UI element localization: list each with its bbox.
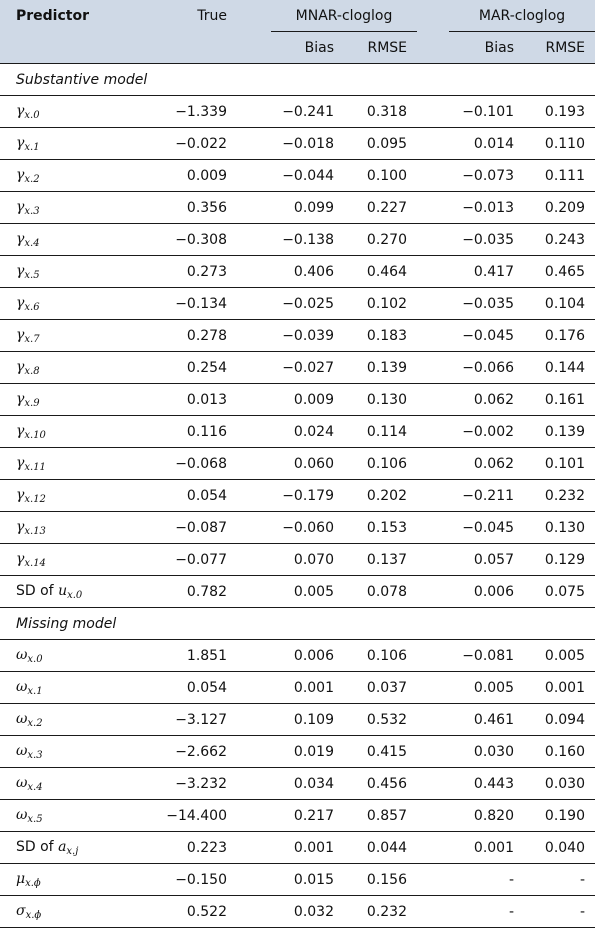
mar-bias-header: Bias [484, 39, 515, 56]
mnar-bias-value: −0.138 [271, 224, 344, 256]
mnar-bias-value: 0.406 [271, 256, 344, 288]
mnar-rmse-value: 0.037 [344, 672, 417, 704]
true-value: 0.054 [130, 480, 233, 512]
mar-rmse-value: 0.243 [524, 224, 595, 256]
mnar-bias-value: −0.044 [271, 160, 344, 192]
mnar-rmse-value: 0.106 [344, 640, 417, 672]
spacer [233, 704, 271, 736]
mar-bias-value: 0.006 [449, 576, 524, 608]
mar-rmse-value: 0.176 [524, 320, 595, 352]
true-value: 0.782 [130, 576, 233, 608]
spacer [233, 320, 271, 352]
predictor-symbol: ω [16, 774, 28, 791]
mar-rmse-value: 0.139 [524, 416, 595, 448]
predictor-header: Predictor [16, 7, 89, 24]
predictor-cell [0, 576, 130, 608]
spacer [233, 96, 271, 128]
mnar-rmse-value: 0.114 [344, 416, 417, 448]
mar-rmse-value: 0.030 [524, 768, 595, 800]
mar-bias-value: −0.045 [449, 320, 524, 352]
mnar-bias-value: −0.060 [271, 512, 344, 544]
section-title: Substantive model [0, 64, 595, 96]
true-value: 0.356 [130, 192, 233, 224]
predictor-symbol: γ [16, 134, 25, 151]
true-value: 0.223 [130, 832, 233, 864]
mar-bias-value: - [449, 864, 524, 896]
spacer [417, 480, 449, 512]
predictor-subscript: x.ϕ [25, 877, 41, 889]
true-value: 0.522 [130, 896, 233, 928]
true-value: 0.278 [130, 320, 233, 352]
predictor-symbol: γ [16, 550, 25, 567]
predictor-subscript: x.0 [24, 109, 40, 121]
spacer [233, 288, 271, 320]
header-row-2 [0, 32, 595, 64]
spacer [233, 416, 271, 448]
predictor-symbol: γ [16, 262, 25, 279]
mnar-bias-value: 0.019 [271, 736, 344, 768]
header-spacer [233, 0, 271, 32]
spacer [417, 832, 449, 864]
mnar-rmse-value: 0.857 [344, 800, 417, 832]
table-row [0, 512, 595, 544]
table-row [0, 736, 595, 768]
mnar-rmse-value: 0.130 [344, 384, 417, 416]
spacer [417, 448, 449, 480]
header-blank [417, 32, 449, 64]
predictor-subscript: x.12 [24, 493, 46, 505]
predictor-symbol: γ [16, 422, 25, 439]
mar-bias-value: 0.001 [449, 832, 524, 864]
mnar-rmse-value: 0.232 [344, 896, 417, 928]
spacer [417, 640, 449, 672]
mnar-bias-value: 0.070 [271, 544, 344, 576]
mar-rmse-value: 0.005 [524, 640, 595, 672]
mar-rmse-value: 0.190 [524, 800, 595, 832]
predictor-symbol: γ [16, 294, 25, 311]
spacer [233, 128, 271, 160]
mar-rmse-value: 0.232 [524, 480, 595, 512]
section-title: Missing model [0, 608, 595, 640]
mnar-cloglog-header: MNAR-cloglog [271, 0, 417, 32]
predictor-subscript: x.14 [24, 557, 46, 569]
spacer [233, 800, 271, 832]
true-value: −14.400 [130, 800, 233, 832]
mar-bias-value: 0.820 [449, 800, 524, 832]
true-value: −0.077 [130, 544, 233, 576]
mar-rmse-value: 0.001 [524, 672, 595, 704]
predictor-cell [0, 192, 130, 224]
table-row [0, 224, 595, 256]
predictor-subscript: x.6 [24, 301, 40, 313]
predictor-symbol: γ [16, 230, 25, 247]
table-row [0, 192, 595, 224]
mar-rmse-value: - [524, 864, 595, 896]
table-row [0, 416, 595, 448]
mar-rmse-value: 0.101 [524, 448, 595, 480]
spacer [233, 256, 271, 288]
mnar-bias-value: −0.027 [271, 352, 344, 384]
spacer [233, 768, 271, 800]
true-value: −2.662 [130, 736, 233, 768]
mar-bias-value: 0.057 [449, 544, 524, 576]
mar-rmse-value: - [524, 896, 595, 928]
header-blank [0, 32, 130, 64]
predictor-symbol: μ [16, 870, 26, 887]
mar-bias-value: −0.035 [449, 224, 524, 256]
spacer [417, 416, 449, 448]
mnar-rmse-value: 0.102 [344, 288, 417, 320]
mar-bias-value: 0.062 [449, 384, 524, 416]
predictor-cell [0, 544, 130, 576]
predictor-subscript: x.2 [24, 173, 40, 185]
mar-rmse-value: 0.075 [524, 576, 595, 608]
predictor-cell [0, 896, 130, 928]
predictor-symbol: γ [16, 390, 25, 407]
spacer [417, 288, 449, 320]
mnar-rmse-header: RMSE [367, 39, 408, 56]
mnar-rmse-value: 0.456 [344, 768, 417, 800]
mnar-rmse-value: 0.095 [344, 128, 417, 160]
mnar-rmse-value: 0.106 [344, 448, 417, 480]
predictor-cell [0, 288, 130, 320]
predictor-cell [0, 256, 130, 288]
spacer [233, 224, 271, 256]
table-row [0, 864, 595, 896]
spacer [417, 352, 449, 384]
mnar-rmse-value: 0.270 [344, 224, 417, 256]
predictor-symbol: ω [16, 806, 28, 823]
predictor-subscript: x.8 [24, 365, 40, 377]
mar-rmse-value: 0.040 [524, 832, 595, 864]
predictor-cell [0, 320, 130, 352]
predictor-subscript: x.4 [27, 781, 43, 793]
mar-rmse-value: 0.161 [524, 384, 595, 416]
mnar-rmse-value: 0.202 [344, 480, 417, 512]
predictor-subscript: x.3 [27, 749, 43, 761]
table-row [0, 352, 595, 384]
mar-rmse-value: 0.110 [524, 128, 595, 160]
predictor-subscript: x.ϕ [25, 909, 42, 921]
predictor-cell [0, 480, 130, 512]
spacer [233, 896, 271, 928]
table-row [0, 128, 595, 160]
predictor-cell [0, 416, 130, 448]
table-body [0, 64, 595, 928]
mnar-bias-header: Bias [304, 39, 334, 56]
predictor-subscript: x.11 [24, 461, 46, 473]
true-value: −0.134 [130, 288, 233, 320]
header-blank [233, 32, 271, 64]
predictor-subscript: x.5 [24, 269, 40, 281]
true-value: −0.150 [130, 864, 233, 896]
mnar-bias-value: 0.015 [271, 864, 344, 896]
predictor-symbol: γ [16, 166, 25, 183]
table-row [0, 896, 595, 928]
table-row [0, 256, 595, 288]
spacer [233, 384, 271, 416]
predictor-cell [0, 224, 130, 256]
predictor-symbol: γ [16, 518, 25, 535]
mnar-bias-value: 0.006 [271, 640, 344, 672]
mar-bias-value: 0.014 [449, 128, 524, 160]
spacer [417, 192, 449, 224]
table-row [0, 576, 595, 608]
table-row [0, 96, 595, 128]
mnar-bias-value: 0.009 [271, 384, 344, 416]
predictor-subscript: x.2 [27, 717, 43, 729]
mar-bias-value: 0.030 [449, 736, 524, 768]
predictor-subscript: x.4 [24, 237, 40, 249]
predictor-subscript: x.0 [27, 653, 43, 665]
mar-bias-value: - [449, 896, 524, 928]
table-row [0, 384, 595, 416]
predictor-cell [0, 800, 130, 832]
mar-rmse-value: 0.130 [524, 512, 595, 544]
mar-rmse-value: 0.160 [524, 736, 595, 768]
sd-prefix: SD of [16, 838, 59, 855]
true-value: −0.087 [130, 512, 233, 544]
mar-rmse-value: 0.129 [524, 544, 595, 576]
mnar-rmse-value: 0.415 [344, 736, 417, 768]
table-row [0, 288, 595, 320]
predictor-cell [0, 128, 130, 160]
mnar-bias-value: 0.217 [271, 800, 344, 832]
true-value: 0.009 [130, 160, 233, 192]
mnar-rmse-value: 0.156 [344, 864, 417, 896]
table-row [0, 480, 595, 512]
mnar-rmse-value: 0.318 [344, 96, 417, 128]
mnar-rmse-value: 0.078 [344, 576, 417, 608]
true-value: 0.054 [130, 672, 233, 704]
predictor-symbol: u [58, 582, 68, 599]
spacer [417, 800, 449, 832]
spacer [417, 128, 449, 160]
spacer [233, 160, 271, 192]
predictor-symbol: ω [16, 710, 28, 727]
predictor-cell [0, 672, 130, 704]
mnar-bias-value: 0.032 [271, 896, 344, 928]
table-row [0, 448, 595, 480]
spacer [417, 864, 449, 896]
mar-bias-value: 0.062 [449, 448, 524, 480]
predictor-symbol: γ [16, 326, 25, 343]
true-value: 0.273 [130, 256, 233, 288]
mnar-rmse-value: 0.532 [344, 704, 417, 736]
true-value: −1.339 [130, 96, 233, 128]
table-row [0, 800, 595, 832]
mar-bias-value: −0.066 [449, 352, 524, 384]
mar-rmse-value: 0.209 [524, 192, 595, 224]
true-value: −0.308 [130, 224, 233, 256]
predictor-symbol: ω [16, 678, 28, 695]
spacer [417, 672, 449, 704]
mar-bias-value: −0.211 [449, 480, 524, 512]
predictor-symbol: γ [16, 486, 25, 503]
mar-bias-value: −0.101 [449, 96, 524, 128]
true-value: −3.232 [130, 768, 233, 800]
predictor-cell [0, 640, 130, 672]
mar-rmse-value: 0.193 [524, 96, 595, 128]
mnar-bias-value: 0.024 [271, 416, 344, 448]
mar-rmse-value: 0.465 [524, 256, 595, 288]
predictor-subscript: x.13 [24, 525, 46, 537]
mar-rmse-value: 0.111 [524, 160, 595, 192]
predictor-subscript: x.j [66, 845, 79, 857]
header-blank [130, 32, 233, 64]
predictor-cell [0, 832, 130, 864]
spacer [233, 576, 271, 608]
predictor-cell [0, 704, 130, 736]
mnar-bias-value: 0.001 [271, 832, 344, 864]
spacer [417, 768, 449, 800]
mnar-bias-value: −0.018 [271, 128, 344, 160]
mnar-bias-value: −0.241 [271, 96, 344, 128]
mnar-bias-value: 0.005 [271, 576, 344, 608]
table-row [0, 672, 595, 704]
predictor-symbol: a [58, 838, 67, 855]
spacer [233, 672, 271, 704]
mnar-bias-value: 0.001 [271, 672, 344, 704]
mnar-bias-value: −0.179 [271, 480, 344, 512]
predictor-symbol: ω [16, 742, 28, 759]
predictor-cell [0, 352, 130, 384]
mar-bias-value: −0.073 [449, 160, 524, 192]
true-value: 1.851 [130, 640, 233, 672]
header-row-1 [0, 0, 595, 32]
true-value: 0.116 [130, 416, 233, 448]
mar-bias-value: 0.461 [449, 704, 524, 736]
mar-bias-value: −0.035 [449, 288, 524, 320]
spacer [417, 576, 449, 608]
predictor-symbol: γ [16, 102, 25, 119]
predictor-subscript: x.1 [27, 685, 43, 697]
spacer [417, 544, 449, 576]
mnar-bias-value: 0.034 [271, 768, 344, 800]
spacer [417, 704, 449, 736]
sd-prefix: SD of [16, 582, 59, 599]
mnar-bias-value: 0.109 [271, 704, 344, 736]
mar-rmse-header: RMSE [545, 39, 586, 56]
mar-bias-value: 0.005 [449, 672, 524, 704]
table-row [0, 704, 595, 736]
spacer [417, 256, 449, 288]
spacer [233, 480, 271, 512]
predictor-cell [0, 160, 130, 192]
predictor-subscript: x.7 [24, 333, 40, 345]
predictor-subscript: x.0 [67, 589, 83, 601]
mnar-rmse-value: 0.139 [344, 352, 417, 384]
mnar-rmse-value: 0.100 [344, 160, 417, 192]
spacer [417, 736, 449, 768]
true-value: 0.254 [130, 352, 233, 384]
spacer [233, 192, 271, 224]
predictor-subscript: x.9 [24, 397, 40, 409]
mar-bias-value: −0.013 [449, 192, 524, 224]
mnar-bias-value: 0.060 [271, 448, 344, 480]
section-row [0, 608, 595, 640]
predictor-cell [0, 384, 130, 416]
predictor-cell [0, 96, 130, 128]
predictor-symbol: σ [16, 902, 26, 919]
mar-bias-value: 0.417 [449, 256, 524, 288]
predictor-cell [0, 736, 130, 768]
spacer [417, 160, 449, 192]
spacer [233, 640, 271, 672]
table-row [0, 544, 595, 576]
mar-rmse-value: 0.104 [524, 288, 595, 320]
predictor-symbol: γ [16, 198, 25, 215]
predictor-symbol: γ [16, 454, 25, 471]
spacer [233, 352, 271, 384]
spacer [233, 512, 271, 544]
mnar-rmse-value: 0.464 [344, 256, 417, 288]
mnar-bias-value: −0.025 [271, 288, 344, 320]
mar-cloglog-header: MAR-cloglog [449, 0, 595, 32]
spacer [417, 320, 449, 352]
predictor-subscript: x.10 [24, 429, 46, 441]
true-value: −3.127 [130, 704, 233, 736]
spacer [417, 224, 449, 256]
true-header: True [197, 7, 227, 24]
section-row [0, 64, 595, 96]
table-row [0, 640, 595, 672]
predictor-cell [0, 864, 130, 896]
predictor-subscript: x.1 [24, 141, 40, 153]
spacer [233, 832, 271, 864]
spacer [233, 864, 271, 896]
header-spacer [417, 0, 449, 32]
spacer [417, 512, 449, 544]
mar-bias-value: 0.443 [449, 768, 524, 800]
predictor-cell [0, 448, 130, 480]
table-row [0, 320, 595, 352]
mnar-rmse-value: 0.153 [344, 512, 417, 544]
mnar-rmse-value: 0.227 [344, 192, 417, 224]
spacer [417, 384, 449, 416]
spacer [233, 736, 271, 768]
mnar-rmse-value: 0.183 [344, 320, 417, 352]
spacer [417, 896, 449, 928]
mnar-rmse-value: 0.137 [344, 544, 417, 576]
predictor-cell [0, 512, 130, 544]
predictor-symbol: γ [16, 358, 25, 375]
true-value: −0.022 [130, 128, 233, 160]
mnar-bias-value: 0.099 [271, 192, 344, 224]
table-row [0, 832, 595, 864]
table-row [0, 768, 595, 800]
mar-bias-value: −0.002 [449, 416, 524, 448]
true-value: −0.068 [130, 448, 233, 480]
true-value: 0.013 [130, 384, 233, 416]
predictor-subscript: x.3 [24, 205, 40, 217]
mnar-rmse-value: 0.044 [344, 832, 417, 864]
spacer [417, 96, 449, 128]
predictor-cell [0, 768, 130, 800]
spacer [233, 544, 271, 576]
mar-bias-value: −0.081 [449, 640, 524, 672]
table-header [0, 0, 595, 64]
mar-bias-value: −0.045 [449, 512, 524, 544]
mar-rmse-value: 0.094 [524, 704, 595, 736]
predictor-subscript: x.5 [27, 813, 43, 825]
spacer [233, 448, 271, 480]
table-row [0, 160, 595, 192]
predictor-symbol: ω [16, 646, 28, 663]
mnar-bias-value: −0.039 [271, 320, 344, 352]
mar-rmse-value: 0.144 [524, 352, 595, 384]
